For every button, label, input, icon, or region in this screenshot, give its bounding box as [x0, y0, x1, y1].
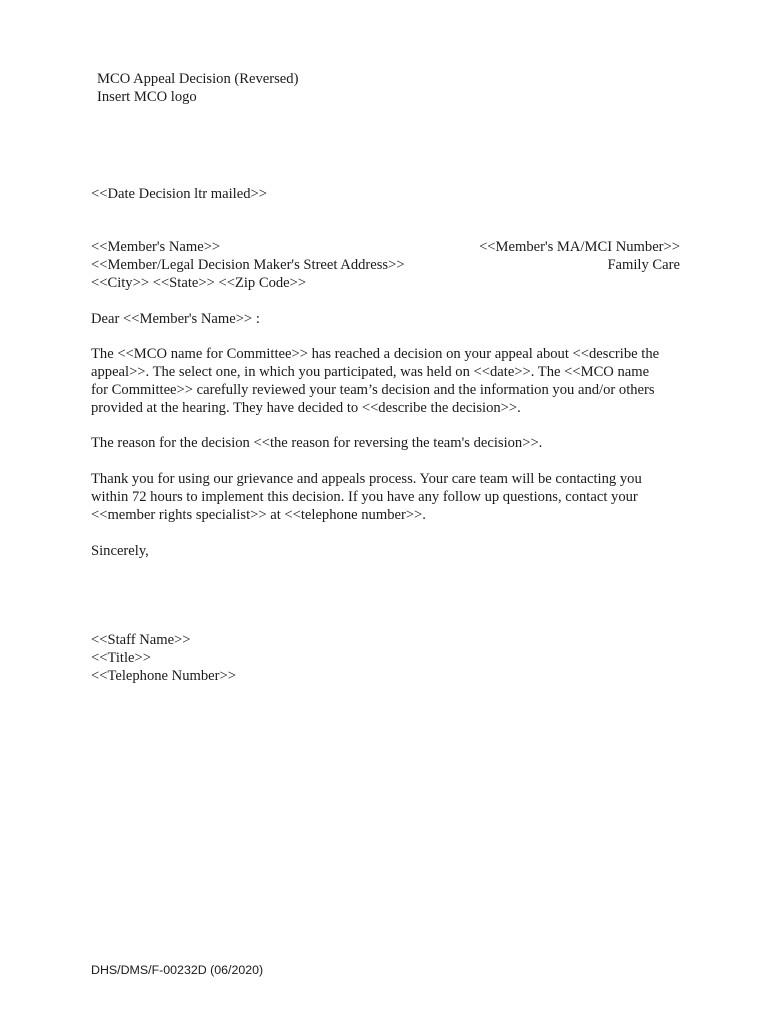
- staff-name: <<Staff Name>>: [91, 632, 191, 648]
- recipient-name: <<Member's Name>>: [91, 239, 221, 255]
- paragraph-line: <<member rights specialist>> at <<telephone number>>.: [91, 507, 426, 523]
- paragraph-line: The reason for the decision <<the reason for reversing the team's decision>>.: [91, 435, 543, 451]
- paragraph-line: for Committee>> carefully reviewed your team’s decision and the information you and/or others: [91, 382, 655, 398]
- body-paragraph-decision: [91, 345, 687, 417]
- recipient-street: <<Member/Legal Decision Maker's Street Address>>: [91, 257, 405, 273]
- paragraph-line: appeal>>. The select one, in which you participated, was held on <<date>>. The <<MCO name: [91, 364, 650, 380]
- form-id-footer: DHS/DMS/F-00232D (06/2020): [91, 963, 264, 977]
- date-line: <<Date Decision ltr mailed>>: [91, 186, 267, 202]
- salutation: Dear <<Member's Name>> :: [91, 311, 260, 327]
- body-paragraph-followup: [91, 470, 687, 524]
- logo-placeholder: Insert MCO logo: [97, 89, 197, 105]
- paragraph-line: within 72 hours to implement this decision. If you have any follow up questions, contact your: [91, 489, 638, 505]
- recipient-city-state-zip: <<City>> <<State>> <<Zip Code>>: [91, 275, 307, 291]
- body-paragraph-reason: [91, 434, 687, 452]
- letter-title: MCO Appeal Decision (Reversed): [97, 71, 299, 87]
- paragraph-line: Thank you for using our grievance and appeals process. Your care team will be contacting you: [91, 471, 642, 487]
- staff-title: <<Title>>: [91, 650, 151, 666]
- program-name: Family Care: [607, 257, 680, 273]
- member-ma-number: <<Member's MA/MCI Number>>: [479, 239, 680, 255]
- closing: Sincerely,: [91, 543, 149, 559]
- paragraph-line: provided at the hearing. They have decided to <<describe the decision>>.: [91, 400, 521, 416]
- paragraph-line: The <<MCO name for Committee>> has reached a decision on your appeal about <<describe the: [91, 346, 660, 362]
- staff-telephone: <<Telephone Number>>: [91, 668, 236, 684]
